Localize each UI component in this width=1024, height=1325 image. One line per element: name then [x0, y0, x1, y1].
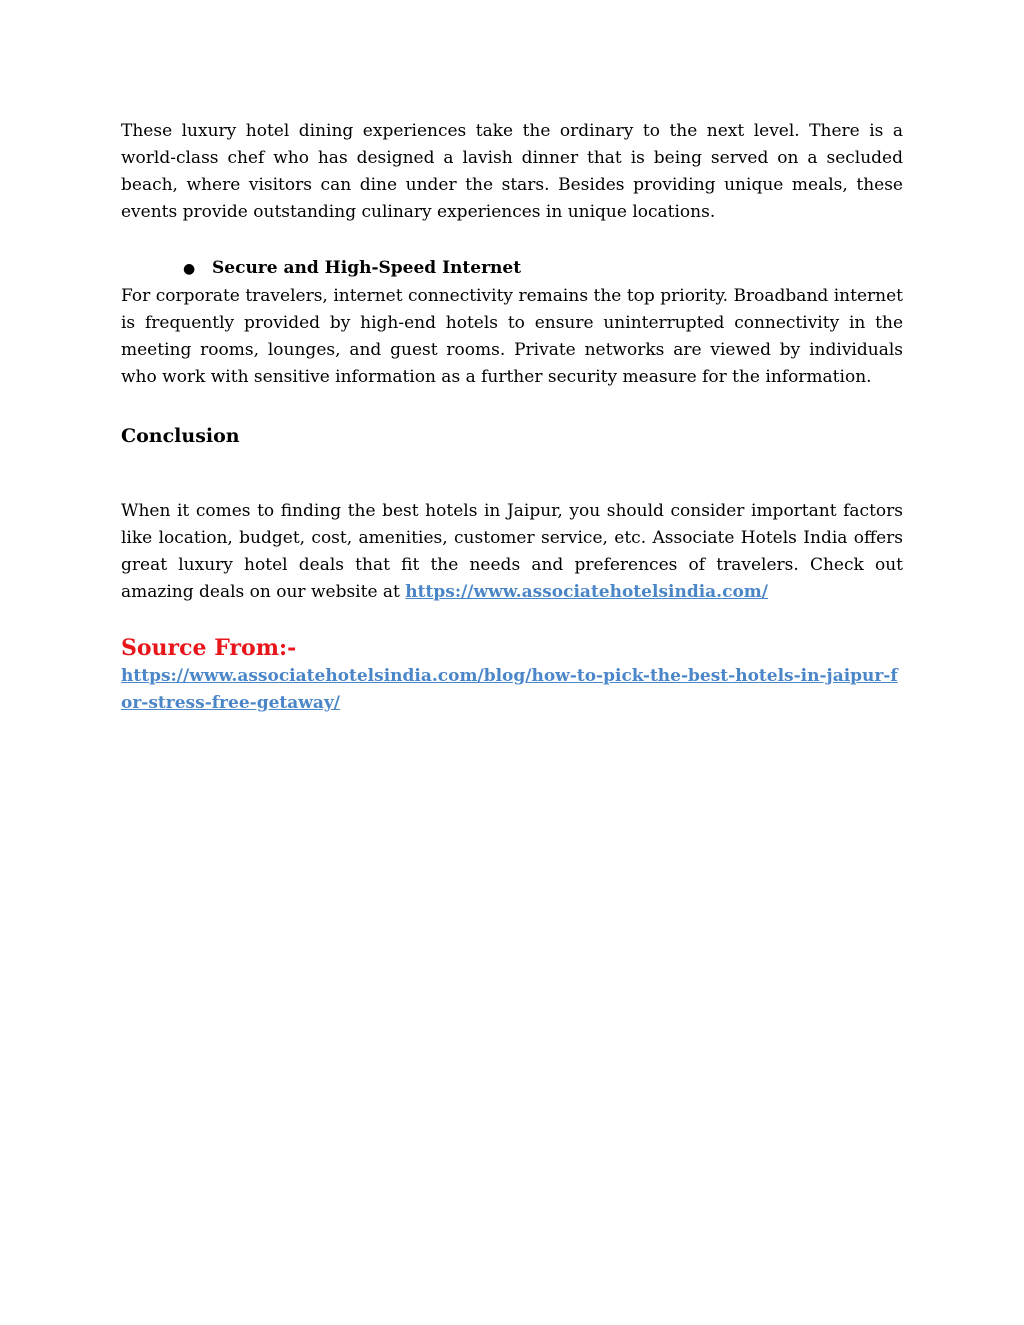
source-link[interactable]: https://www.associatehotelsindia.com/blog/how-to-pick-the-best-hotels-in-jaipur-for-stress-free-getaway/	[121, 666, 898, 713]
source-title: Source From:-	[121, 635, 297, 661]
website-link[interactable]: https://www.associatehotelsindia.com/	[405, 582, 768, 602]
paragraph-dining: These luxury hotel dining experiences take the ordinary to the next level. There is a world-class chef who has designed a lavish dinner that is being served on a secluded beach, where visitors can dine under the stars. Besides providing unique meals, these events provide outstanding culinary experiences in unique locations.	[121, 121, 903, 222]
conclusion-text: When it comes to finding the best hotels in Jaipur, you should consider important factors like location, budget, cost, amenities, customer service, etc. Associate Hotels India offers great luxury hotel deals that fit the needs and preferences of travelers. Check out amazing deals on our website at	[121, 501, 903, 602]
paragraph-internet: For corporate travelers, internet connectivity remains the top priority. Broadband internet is frequently provided by high-end hotels to ensure uninterrupted connectivity in the meeting rooms, lounges, and guest rooms. Private networks are viewed by individuals who work with sensitive information as a further security measure for the information.	[121, 286, 903, 387]
bullet-item-internet	[121, 255, 903, 283]
conclusion-heading: Conclusion	[121, 425, 240, 447]
paragraph-conclusion	[121, 498, 903, 606]
bullet-icon: ●	[183, 261, 196, 277]
bullet-title: Secure and High-Speed Internet	[212, 258, 522, 278]
document-page	[121, 118, 903, 717]
